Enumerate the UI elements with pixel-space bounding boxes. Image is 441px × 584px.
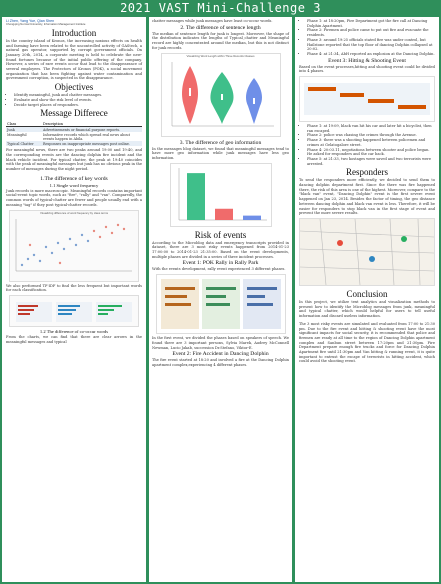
co-occur-text-cont: chatter messages while junk messages have least co-occur words. (152, 19, 273, 23)
responders-heading: Responders (346, 167, 388, 178)
co-occur-subheading: 1.2 The difference of co-occur words (39, 328, 109, 334)
responders-map (299, 218, 435, 286)
violin-caption: Visualizing Word Length within Three Records Classes (186, 53, 255, 58)
tfidf-text: We also performed TF-IDF to find the less frequent but important words for each classification. (6, 283, 142, 293)
message-difference-heading: Message Differece (40, 108, 108, 119)
word-frequency-figure (9, 210, 139, 282)
event2-heading: Event 2: Fire Accident in Dancing Dolphin (172, 351, 269, 358)
conclusion-text-2: The 3 most risky events are simulated and evaluated from 17:00 to 21:30 pm. Due to the fire event and hitting & shooting event have the most significant impacts for social security, it is recommended that police and firemen are ready at all time to the region of Dancing Dolphin apartment complex and Sanbun street between 17:20pm and 21:30pm. Fire Department prepare enough fire trucks and force for Dancing Dolphin Apartment fire until 21:30pm and Van hitting & running event, it is quite important to entrust the escape of terrorists in hitting accident, which could avoid the shooting event. (299, 321, 435, 364)
event3-timeline (300, 77, 434, 121)
phase-item: • Phase 3: around 19:25 officials stated fire was under control, but Hailstone reported that the top floor of dancing Dolphin collapsed at 20:02. (307, 38, 435, 52)
sentence-length-text: The median of sentence length for junk is longest. Moreover, the shape of the distribution indicates the lengths of Typical_chatter and Meaningful record are highly concentrated around the median, but this is not distinct for junk records. (152, 31, 289, 50)
column-left (2, 17, 146, 582)
event1-text: With the events development, rally event experienced 3 different phases. (152, 267, 286, 272)
column-middle (149, 17, 292, 582)
objectives-list (6, 93, 142, 107)
violin-figure (161, 53, 281, 137)
objective-item: • Decide target places of responders. (14, 103, 142, 108)
event1-heading: Event 1: POK Rally in Rally Park (182, 260, 259, 267)
column-right (295, 17, 439, 582)
table-cell: Typical Chatter (6, 141, 42, 146)
phase-item: • Phase 4: at 21:34, AbH reported an explosion at the Dancing Dolphin. (307, 52, 435, 57)
event3-phases (299, 124, 435, 166)
map-graphic (300, 219, 434, 285)
geo-heading: 3. The difference of geo information (179, 139, 262, 146)
event3-figure (299, 76, 435, 122)
co-occur-text: From the charts, we can find that there are clear arrows in the meaningful messages and typical (6, 334, 142, 344)
event2-phases (299, 19, 435, 57)
table-cell: Meaningful (7, 132, 27, 137)
responders-text: To send the responders more efficiently, we decided to send them to dancing dolphin department first. Since the there was fire happened there, the risk of this area is one of the highest. Moreover, compare to the "black van" event, "Dancing Dolphin" event is the first severe event happened on Jan 23, 2014. Besides the factor of timing, the geo distance between dancing dolphin and black van event is less. Therefore, it will be easier for responders to stop black van in the first stage of event and prevent the more severe results. (299, 178, 435, 216)
message-text: For meaningful news, there are two peaks around 19:00 and 19:40, and the corresponding events are the dancing dolphin fire incident and the black vehicle incident. For typical chatter, the peak at 19:40 coincides with the peak of meaningful messages but junk has no obvious peak in the number of messages during the night period. (6, 148, 142, 172)
event3-heading: Event 3: Hitting & Shooting Event (328, 57, 406, 64)
poster-title: 2021 VAST Mini-Challenge 3 (120, 1, 321, 15)
objectives-heading: Objectives (54, 82, 94, 93)
sentence-length-heading: 2. The difference of sentence length (180, 24, 261, 31)
table-header-class: Class (6, 121, 42, 127)
conclusion-heading: Conclusion (346, 288, 388, 299)
phase-item: • Phase 3: there was a shooting happened between policemen and crimes at Gelatogalore street. (307, 138, 435, 147)
class-table (6, 121, 142, 146)
table-row (6, 132, 142, 141)
map-marker-fire (337, 240, 343, 246)
event1-figure (156, 274, 286, 334)
geo-text: In the messages blog dataset, we found that meaningful messages tend to have more geo information while junk messages have less geo information. (152, 146, 289, 160)
tfidf-figure (9, 295, 139, 327)
phase-item: • Phase 1: at 18:20pm, Fire Department got the fire call at Dancing Dolphin Apartment. (307, 19, 435, 28)
keywords-heading: 1.The difference of key words (40, 175, 108, 182)
keywords-text: Junk records is more macroscopic. Meaningful records contains important social-event topic words, such as "fire", "rally" and "van". Comparedly, the common words of typical-chatter are fewer and people usually end with a meaning "tag" if they post typical-chatter records. (6, 188, 142, 207)
event1-timeline (157, 275, 285, 333)
table-cell: Informative records which spread real news about events happen in Abila. (43, 132, 130, 141)
authors: Li Zhen, Yang Yue, Qian Shen (6, 19, 55, 23)
table-cell: Advertisements or financial purpose reports. (42, 127, 142, 133)
phase-item: • Phase 1: at 19:09, black van hit his car and later hit a bicyclist, then ran escaped. (307, 124, 435, 133)
map-marker-van (369, 256, 375, 262)
word-frequency-caption: Visualizing difference of word frequency by class terms (40, 210, 108, 215)
word-frequency-scatter (10, 215, 138, 277)
objective-item: • Identify meaningful, junk and chatter messages. (14, 93, 142, 98)
conclusion-text-1: In this project, we utilize text analytics and visualization methods to present how to identify the Microblog messages from junk, meaningful and typical chatter, which would helpful for users to tell useful information and discard useless information. (299, 299, 435, 319)
table-row (6, 141, 142, 146)
intro-text: In the country island of Kronos, the increasing noxious effects on health and farming have been related to the uncontrolled activity of GAStech, a natural gas operator, supported by corrupt government officials. On January 20th, 2014, a corporate meeting is held to celebrate the new-found fortunes because of the initial public offering of the company. However, a series of rare events occur that lead to the disappearance of several employees. The Protectors of Kronos (POK), a social movement organization that has been fighting against water contamination and government corruption, is suspected in the disappearance. (6, 38, 142, 81)
risk-text: According to the Microblog data and emergency transcripts provided in dataset, there are 3 most risky events happened from 2014-01-23 17:00:00 to 2014-01-23 21:35:00. Based on the event developments, multiple phases are divided in a series of three incident processes. (152, 240, 289, 259)
phase-item: • Phase 2: Firemen and police came to put out fire and evacuate the residents. (307, 28, 435, 37)
single-word-subheading: 1.1 Single word frequency (49, 182, 99, 188)
event1-text2: In the first event, we divided the phases based on speakers of speech. We found there are 3 important persons, Sylvia Marek, Audrey McConnell Newman, Lucio Jakab, succession Dr.Stefano, Viktor-E. (152, 336, 289, 350)
intro-heading: Introduction (51, 27, 97, 38)
event2-text: The fire event started at 18:20 and involved a fire at the Dancing Dolphin apartment complex,experiencing 4 different phases. (152, 358, 289, 367)
geo-bar-figure (170, 163, 272, 227)
objective-item: • Evaluate and show the risk level of events. (14, 98, 142, 103)
tfidf-chart (10, 296, 138, 326)
risk-heading: Risk of events (194, 229, 247, 240)
table-cell: Junk (6, 127, 42, 133)
phase-item: • Phase 5: at 21:33, two hostages were saved and two terrorists were arrested. (307, 157, 435, 166)
geo-bar (215, 208, 233, 219)
geo-bar-chart (171, 164, 271, 226)
table-header-description: Description (42, 121, 142, 127)
map-marker-rally (401, 236, 407, 242)
event3-text: Based on the event processes,hitting and shooting event could be divided into 4 phases. (299, 64, 435, 74)
violin-chart (162, 58, 280, 132)
phase-item: • Phase 2: police was chasing the crimes through the Avenue. (307, 133, 435, 138)
affiliation: Chongqing Normal University, Information Management Institute (6, 22, 86, 27)
geo-bar (187, 173, 205, 220)
phase-item: • Phase 4: 20:03.11, negotiations between shooter and police began. He asked for responders and the car back. (307, 148, 435, 157)
table-cell: Responses on inappropriate messages post online. (42, 141, 142, 146)
geo-bar (243, 215, 261, 219)
